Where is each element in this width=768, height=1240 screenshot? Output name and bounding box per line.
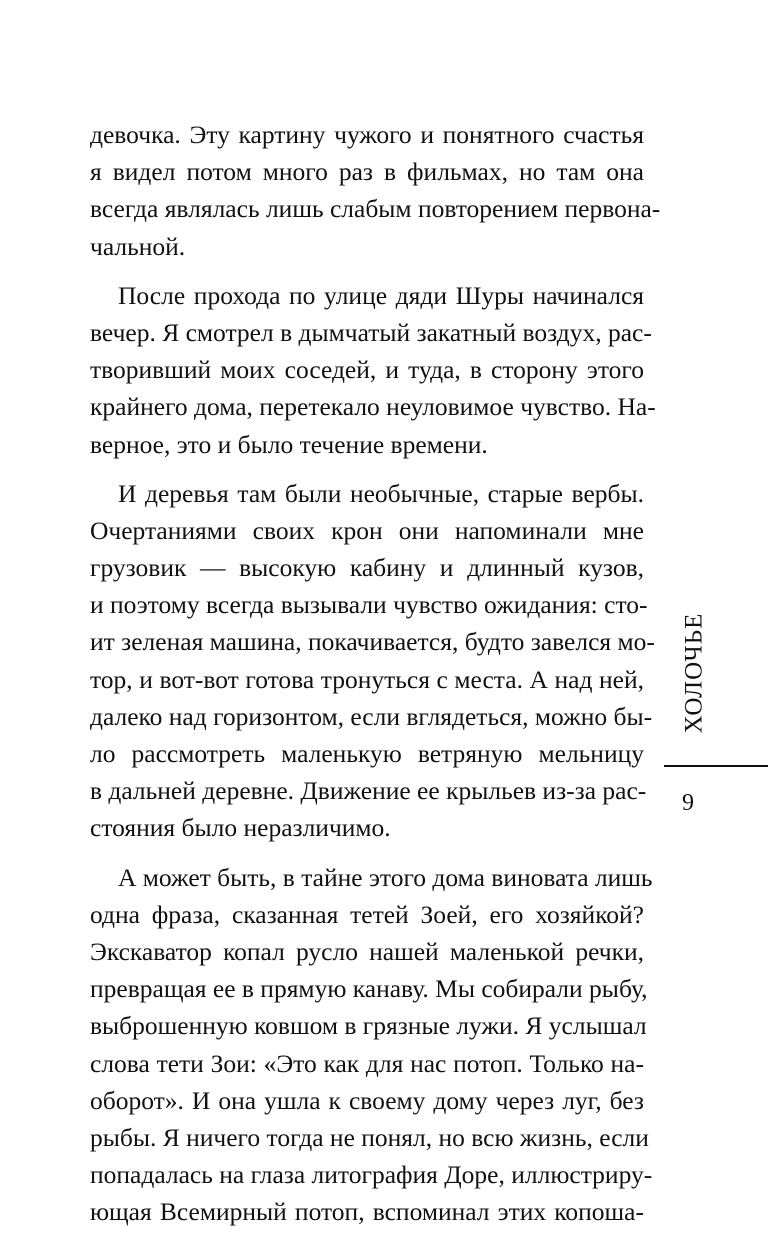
text-line: Очертаниями своих крон они напоминали мне [90,515,644,545]
text-line: вечер. Я смотрел в дымчатый закатный воздух, рас- [90,317,652,347]
text-line: рыбы. Я ничего тогда не понял, но всю жизнь, если [90,1122,649,1152]
paragraph [90,859,653,1231]
text-line: всегда являлась лишь слабым повторением первона- [90,194,661,224]
text-line: верное, это и было течение времени. [90,429,488,459]
text-line: ит зеленая машина, покачивается, будто завелся мо- [90,627,655,657]
text-line: слова тети Зои: «Это как для нас потоп. Только на- [90,1048,644,1078]
paragraph [90,475,655,847]
text-line: крайнего дома, перетекало неуловимое чувство. На- [90,392,656,422]
text-line: выброшенную ковшом в грязные лужи. Я услышал [90,1011,647,1041]
text-line: А может быть, в тайне этого дома виновата лишь [118,862,653,892]
paragraph [90,277,656,463]
text-line: в дальней деревне. Движение ее крыльев из-за рас- [90,776,647,806]
text-line: одна фраза, сказанная тетей Зоей, его хозяйкой? [90,899,644,929]
text-line: И деревья там были необычные, старые вербы. [118,478,644,508]
running-head [674,608,714,738]
paragraph-gap [90,463,644,475]
text-line: попадалась на глаза литография Доре, иллюстриру- [90,1160,653,1190]
text-line: чальной. [90,231,186,261]
text-line: ло рассмотреть маленькую ветряную мельницу [90,739,644,768]
text-line: и поэтому всегда вызывали чувство ожидания: сто- [90,590,648,620]
text-line: тор, и вот-вот готова тронуться с места. А над ней, [90,664,644,694]
text-line: оборот». И она ушла к своему дому через луг, без [90,1085,644,1115]
text-line: превращая ее в прямую канаву. Мы собирали рыбу, [90,974,648,1004]
paragraph-gap [90,265,644,277]
body-text [90,116,661,1230]
text-line: далеко над горизонтом, если вглядеться, можно бы- [90,701,653,731]
page-number: 9 [682,790,694,816]
text-line: творивший моих соседей, и туда, в сторону этого [90,355,644,385]
text-line: стояния было неразличимо. [90,813,391,843]
running-head-rule [664,765,768,767]
text-line: я видел потом много раз в фильмах, но там она [90,157,644,187]
text-line: После прохода по улице дяди Шуры начинался [118,280,644,310]
paragraph-gap [90,847,644,859]
text-line: девочка. Эту картину чужого и понятного счастья [90,120,644,149]
text-line: ющая Всемирный потоп, вспоминал этих копоша- [90,1197,644,1227]
text-line: Экскаватор копал русло нашей маленькой речки, [90,936,644,966]
text-line: грузовик — высокую кабину и длинный кузов, [90,553,644,583]
paragraph [90,116,661,265]
running-head-title: ХОЛОЧЬЕ [680,612,708,734]
